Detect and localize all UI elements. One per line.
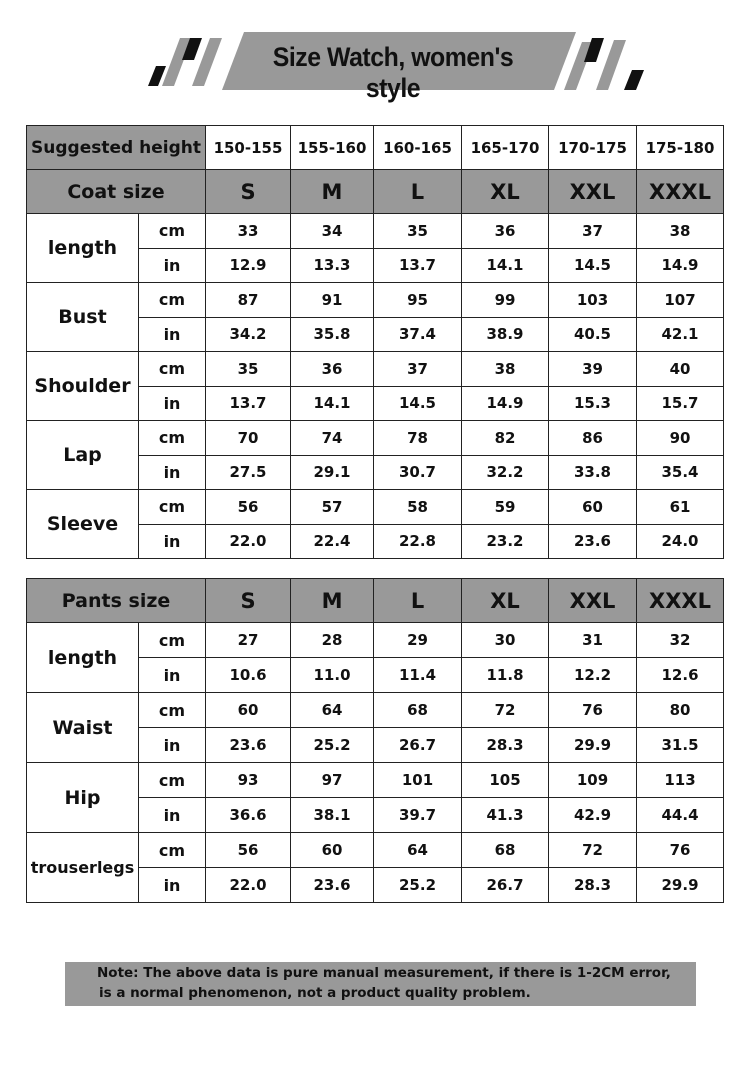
- note-box: [65, 962, 696, 1006]
- value-cell-cm: 60: [549, 490, 637, 525]
- value-cell-cm: 82: [462, 421, 549, 456]
- unit-cm-label: cm: [139, 490, 206, 525]
- value-cell-in: 12.2: [549, 658, 637, 693]
- size-header: XXXL: [637, 170, 724, 214]
- value-cell-in: 42.9: [549, 798, 637, 833]
- coat-size-label: Coat size: [27, 170, 206, 214]
- value-cell-in: 25.2: [374, 868, 462, 903]
- value-cell-cm: 61: [637, 490, 724, 525]
- page-title: Size Watch, women's style: [272, 42, 514, 103]
- value-cell-cm: 56: [206, 833, 291, 868]
- value-cell-cm: 30: [462, 623, 549, 658]
- value-cell-in: 12.6: [637, 658, 724, 693]
- value-cell-cm: 40: [637, 352, 724, 387]
- measure-name-length: length: [27, 214, 139, 283]
- unit-in-label: in: [139, 248, 206, 283]
- value-cell-cm: 37: [374, 352, 462, 387]
- pants-size-table: [26, 578, 724, 903]
- value-cell-in: 32.2: [462, 455, 549, 490]
- unit-cm-label: cm: [139, 421, 206, 456]
- value-cell-cm: 78: [374, 421, 462, 456]
- value-cell-cm: 91: [291, 283, 374, 318]
- value-cell-in: 15.3: [549, 386, 637, 421]
- height-range: 175-180: [637, 126, 724, 170]
- value-cell-in: 22.0: [206, 868, 291, 903]
- value-cell-in: 41.3: [462, 798, 549, 833]
- value-cell-in: 42.1: [637, 317, 724, 352]
- value-cell-cm: 95: [374, 283, 462, 318]
- measure-row-cm: [27, 352, 724, 387]
- value-cell-in: 12.9: [206, 248, 291, 283]
- unit-cm-label: cm: [139, 214, 206, 249]
- value-cell-cm: 101: [374, 763, 462, 798]
- coat-size-table: [26, 125, 724, 559]
- value-cell-in: 10.6: [206, 658, 291, 693]
- unit-in-label: in: [139, 658, 206, 693]
- size-header: M: [291, 170, 374, 214]
- value-cell-cm: 68: [462, 833, 549, 868]
- value-cell-cm: 64: [291, 693, 374, 728]
- unit-in-label: in: [139, 386, 206, 421]
- value-cell-in: 13.7: [206, 386, 291, 421]
- value-cell-cm: 70: [206, 421, 291, 456]
- value-cell-in: 22.4: [291, 524, 374, 559]
- value-cell-in: 14.5: [549, 248, 637, 283]
- value-cell-in: 26.7: [462, 868, 549, 903]
- value-cell-in: 14.5: [374, 386, 462, 421]
- value-cell-cm: 109: [549, 763, 637, 798]
- value-cell-cm: 58: [374, 490, 462, 525]
- measure-name-length: length: [27, 623, 139, 693]
- value-cell-cm: 99: [462, 283, 549, 318]
- value-cell-in: 14.9: [462, 386, 549, 421]
- suggested-height-label: Suggested height: [27, 126, 206, 170]
- height-range: 170-175: [549, 126, 637, 170]
- value-cell-cm: 31: [549, 623, 637, 658]
- value-cell-cm: 36: [462, 214, 549, 249]
- measure-row-cm: [27, 214, 724, 249]
- value-cell-cm: 57: [291, 490, 374, 525]
- value-cell-in: 44.4: [637, 798, 724, 833]
- value-cell-in: 33.8: [549, 455, 637, 490]
- value-cell-cm: 64: [374, 833, 462, 868]
- value-cell-in: 28.3: [549, 868, 637, 903]
- value-cell-in: 27.5: [206, 455, 291, 490]
- coat-size-row: [27, 170, 724, 214]
- measure-name-lap: Lap: [27, 421, 139, 490]
- value-cell-cm: 74: [291, 421, 374, 456]
- value-cell-in: 14.1: [291, 386, 374, 421]
- size-header: XXL: [549, 170, 637, 214]
- height-range: 150-155: [206, 126, 291, 170]
- measure-row-cm: [27, 763, 724, 798]
- value-cell-in: 22.0: [206, 524, 291, 559]
- value-cell-in: 29.9: [637, 868, 724, 903]
- value-cell-in: 34.2: [206, 317, 291, 352]
- value-cell-cm: 34: [291, 214, 374, 249]
- size-header: L: [374, 170, 462, 214]
- value-cell-cm: 36: [291, 352, 374, 387]
- unit-cm-label: cm: [139, 352, 206, 387]
- value-cell-in: 38.9: [462, 317, 549, 352]
- measure-row-cm: [27, 693, 724, 728]
- measure-name-trouserlegs: trouserlegs: [27, 833, 139, 903]
- measure-row-cm: [27, 421, 724, 456]
- value-cell-in: 11.4: [374, 658, 462, 693]
- size-header: M: [291, 579, 374, 623]
- value-cell-in: 29.9: [549, 728, 637, 763]
- measure-row-cm: [27, 623, 724, 658]
- value-cell-in: 37.4: [374, 317, 462, 352]
- value-cell-in: 15.7: [637, 386, 724, 421]
- size-header: XL: [462, 170, 549, 214]
- value-cell-cm: 76: [549, 693, 637, 728]
- measure-row-cm: [27, 283, 724, 318]
- value-cell-in: 11.8: [462, 658, 549, 693]
- value-cell-in: 11.0: [291, 658, 374, 693]
- value-cell-in: 28.3: [462, 728, 549, 763]
- unit-in-label: in: [139, 868, 206, 903]
- height-range: 155-160: [291, 126, 374, 170]
- unit-in-label: in: [139, 728, 206, 763]
- value-cell-cm: 90: [637, 421, 724, 456]
- value-cell-cm: 86: [549, 421, 637, 456]
- unit-in-label: in: [139, 455, 206, 490]
- value-cell-cm: 97: [291, 763, 374, 798]
- value-cell-cm: 39: [549, 352, 637, 387]
- value-cell-cm: 59: [462, 490, 549, 525]
- measure-name-waist: Waist: [27, 693, 139, 763]
- measure-row-cm: [27, 833, 724, 868]
- value-cell-in: 13.3: [291, 248, 374, 283]
- value-cell-in: 24.0: [637, 524, 724, 559]
- value-cell-cm: 76: [637, 833, 724, 868]
- value-cell-in: 23.2: [462, 524, 549, 559]
- value-cell-cm: 28: [291, 623, 374, 658]
- unit-cm-label: cm: [139, 283, 206, 318]
- unit-cm-label: cm: [139, 833, 206, 868]
- measure-name-shoulder: Shoulder: [27, 352, 139, 421]
- note-line-1: Note: The above data is pure manual measurement, if there is 1-2CM error,: [97, 965, 671, 981]
- measure-row-cm: [27, 490, 724, 525]
- size-header: L: [374, 579, 462, 623]
- value-cell-in: 23.6: [206, 728, 291, 763]
- unit-in-label: in: [139, 317, 206, 352]
- value-cell-in: 14.1: [462, 248, 549, 283]
- value-cell-in: 38.1: [291, 798, 374, 833]
- pants-size-row: [27, 579, 724, 623]
- value-cell-in: 25.2: [291, 728, 374, 763]
- value-cell-cm: 35: [206, 352, 291, 387]
- unit-cm-label: cm: [139, 623, 206, 658]
- size-header: S: [206, 170, 291, 214]
- value-cell-cm: 32: [637, 623, 724, 658]
- size-header: XL: [462, 579, 549, 623]
- value-cell-cm: 27: [206, 623, 291, 658]
- value-cell-cm: 33: [206, 214, 291, 249]
- measure-name-sleeve: Sleeve: [27, 490, 139, 559]
- measure-name-bust: Bust: [27, 283, 139, 352]
- size-header: S: [206, 579, 291, 623]
- size-header: XXL: [549, 579, 637, 623]
- value-cell-in: 29.1: [291, 455, 374, 490]
- height-range: 165-170: [462, 126, 549, 170]
- note-line-2: is a normal phenomenon, not a product quality problem.: [99, 985, 531, 1001]
- value-cell-cm: 113: [637, 763, 724, 798]
- value-cell-cm: 68: [374, 693, 462, 728]
- value-cell-cm: 60: [206, 693, 291, 728]
- value-cell-cm: 29: [374, 623, 462, 658]
- value-cell-in: 40.5: [549, 317, 637, 352]
- unit-cm-label: cm: [139, 693, 206, 728]
- value-cell-cm: 72: [549, 833, 637, 868]
- value-cell-in: 35.8: [291, 317, 374, 352]
- value-cell-cm: 87: [206, 283, 291, 318]
- value-cell-in: 35.4: [637, 455, 724, 490]
- value-cell-cm: 37: [549, 214, 637, 249]
- value-cell-cm: 38: [462, 352, 549, 387]
- value-cell-in: 39.7: [374, 798, 462, 833]
- value-cell-cm: 93: [206, 763, 291, 798]
- pants-size-label: Pants size: [27, 579, 206, 623]
- value-cell-cm: 72: [462, 693, 549, 728]
- value-cell-in: 26.7: [374, 728, 462, 763]
- value-cell-cm: 38: [637, 214, 724, 249]
- value-cell-cm: 105: [462, 763, 549, 798]
- value-cell-in: 36.6: [206, 798, 291, 833]
- measure-name-hip: Hip: [27, 763, 139, 833]
- unit-in-label: in: [139, 524, 206, 559]
- height-range: 160-165: [374, 126, 462, 170]
- value-cell-cm: 35: [374, 214, 462, 249]
- unit-cm-label: cm: [139, 763, 206, 798]
- value-cell-in: 22.8: [374, 524, 462, 559]
- value-cell-cm: 80: [637, 693, 724, 728]
- value-cell-cm: 60: [291, 833, 374, 868]
- height-row: [27, 126, 724, 170]
- value-cell-cm: 107: [637, 283, 724, 318]
- value-cell-cm: 103: [549, 283, 637, 318]
- value-cell-in: 23.6: [549, 524, 637, 559]
- value-cell-cm: 56: [206, 490, 291, 525]
- value-cell-in: 14.9: [637, 248, 724, 283]
- unit-in-label: in: [139, 798, 206, 833]
- value-cell-in: 13.7: [374, 248, 462, 283]
- value-cell-in: 31.5: [637, 728, 724, 763]
- stripe-decoration: [624, 70, 644, 90]
- size-header: XXXL: [637, 579, 724, 623]
- value-cell-in: 23.6: [291, 868, 374, 903]
- value-cell-in: 30.7: [374, 455, 462, 490]
